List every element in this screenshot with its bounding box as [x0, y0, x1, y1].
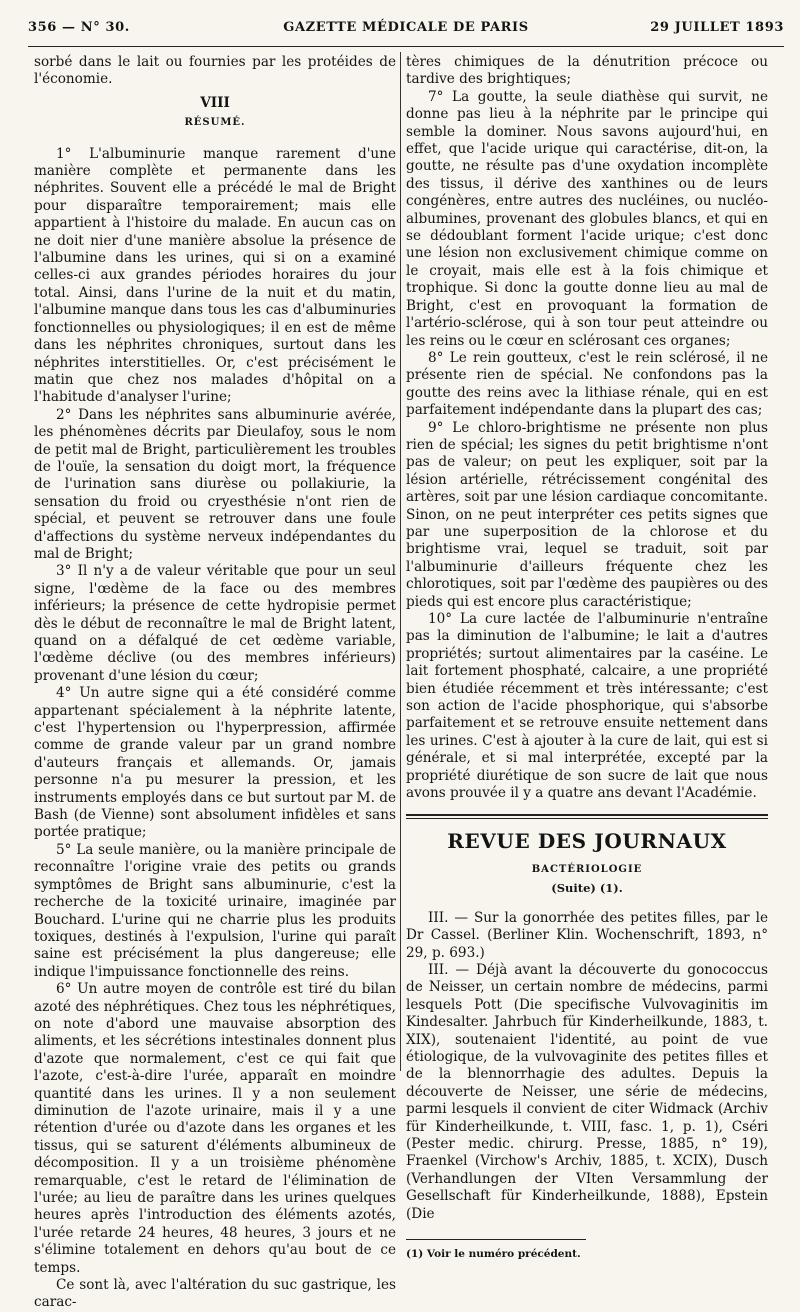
- summary-point-7: 7° La goutte, la seule diathèse qui survit, ne donne pas lieu à la néphrite par le principe qui semble la dominer. Nous savons aujourd'hui, en effet, que l'acide urique qui caractérise, dit-on, la goutte, ne résulte pas d'une oxydation incomplète des tissus, il dérive des xanthines ou de leurs congénères, entre autres des nucléines, ou nucléo-albumines, provenant des globules blancs, et qui en se dédoublant forment l'acide urique; c'est donc une lésion non exclusivement chimique comme on le croyait, mais elle est à la fois chimique et trophique. Si donc la goutte donne lieu au mal de Bright, c'est en provoquant la formation de l'artério-sclérose, qui à son tour peut atteindre ou les reins ou le cœur en sclérosant ces organes;: [406, 88, 768, 349]
- paragraph-continued: tères chimiques de la dénutrition précoce ou tardive des brightiques;: [406, 54, 768, 88]
- section-title: RÉSUMÉ.: [184, 117, 246, 129]
- issue-date: 29 JUILLET 1893: [650, 20, 784, 35]
- section-rule: [406, 814, 768, 816]
- running-header: [28, 20, 784, 42]
- page-number: 356 — N° 30.: [28, 20, 130, 35]
- article-body: III. — Déjà avant la découverte du gonococcus de Neisser, un certain nombre de médecins, parmi lesquels Pott (Die specifische Vulvovaginitis im Kindesalter. Jahrbuch für Kinderheilkunde, 1883, t. XIX), soutenaient l'identité, au point de vue étiologique, de la vulvovaginite des petites filles et de la blennorrhagie des adultes. Depuis la découverte de Neisser, une série de médecins, parmi lesquels il convient de citer Widmack (Archiv für Kinderheilkunde, t. VIII, fasc. 1, p. 1), Cséri (Pester medic. chirurg. Presse, 1885, n° 19), Fraenkel (Virchow's Archiv, 1885, t. XCIX), Dusch (Verhandlungen der VIten Versammlung der Gesellschaft für Kinderheilkunde, 1888), Epstein (Die: [406, 961, 768, 1222]
- summary-point-5: 5° La seule manière, ou la manière principale de reconnaître l'origine vraie des petits ou grands symptômes de Bright sans albuminurie, c'est la recherche de la toxicité urinaire, imaginée par Bouchard. L'urine qui ne charrie plus les produits toxiques, destinés à l'expulsion, l'urine qui paraît saine est précisément la plus dangereuse; elle indique l'impuissance fonctionnelle des reins.: [34, 841, 396, 980]
- summary-point-3: 3° Il n'y a de valeur véritable que pour un seul signe, l'œdème de la face ou des membres inférieurs; la présence de cette hydropisie permet dès le début de reconnaître le mal de Bright latent, quand on a défalqué de cet œdème variable, l'œdème déclive (ou des membres inférieurs) provenant d'une lésion du cœur;: [34, 563, 396, 684]
- summary-point-10: 10° La cure lactée de l'albuminurie n'entraîne pas la diminution de l'albumine; le lait a d'autres propriétés; surtout alimentaires par la caséine. Le lait fortement phosphaté, calcaire, a une propriété bien étudiée récemment et très intéressante; c'est son action de l'acide phosphorique, qui s'absorbe parfaitement et se retrouve ensuite nettement dans les urines. C'est à ajouter à la cure de lait, qui est si générale, et si mal interprétée, excepté par la propriété diurétique de son sucre de lait que nous avons prouvée il y a quatre ans devant l'Académie.: [406, 611, 768, 802]
- section-number: VIII: [200, 94, 230, 111]
- paragraph-continued: sorbé dans le lait ou fournies par les protéides de l'économie.: [34, 54, 396, 88]
- footnote-rule: [406, 1239, 586, 1240]
- revue-section: BACTÉRIOLOGIE: [531, 863, 643, 875]
- summary-point-8: 8° Le rein goutteux, c'est le rein sclérosé, il ne présente rien de spécial. Ne confondons pas la goutte des reins avec la lithiase rénale, qui en est parfaitement indépendante dans la plupart des cas;: [406, 349, 768, 419]
- paragraph-continues: Ce sont là, avec l'altération du suc gastrique, les carac-: [34, 1277, 396, 1311]
- section-rule-thin: [406, 818, 768, 819]
- header-rule: [28, 46, 784, 47]
- right-column: [406, 54, 768, 1260]
- summary-point-6: 6° Un autre moyen de contrôle est tiré du bilan azoté des néphrétiques. Chez tous les néphrétiques, on note d'abord une mauvaise absorption des aliments, et les sécrétions intestinales donnent plus d'azote que normalement, c'est ce qui fait que l'azote, c'est-à-dire l'urée, apparaît en moindre quantité dans les urines. Il y a non seulement diminution de l'azote urinaire, mais il y a une rétention d'urée ou d'azote dans les organes et les tissus, qui se saturent d'éléments albumineux de décomposition. Il y a un troisième phénomène remarquable, c'est le retard de l'élimination de l'urée; au lieu de paraître dans les urines quelques heures après l'introduction des éléments azotés, l'urée retarde 24 heures, 48 heures, 3 jours et ne s'élimine totalement en dehors qu'au bout de ce temps.: [34, 981, 396, 1276]
- footnote: (1) Voir le numéro précédent.: [406, 1248, 581, 1260]
- summary-point-9: 9° Le chloro-brightisme ne présente non plus rien de spécial; les signes du petit brightisme n'ont pas de valeur; on peut les expliquer, soit par la lésion artérielle, rétrécissement congénital des artères, soit par une lésion cardiaque concomitante. Sinon, on ne peut interpréter ces petits signes que par une superposition de la chlorose et du brightisme vrai, lequel se traduit, soit par l'albuminurie d'ailleurs fréquente chez les chlorotiques, soit par l'œdème des paupières ou des pieds qui est encore plus caractéristique;: [406, 419, 768, 610]
- revue-suite: (Suite) (1).: [551, 881, 623, 896]
- journal-title: GAZETTE MÉDICALE DE PARIS: [283, 20, 529, 35]
- summary-point-1: 1° L'albuminurie manque rarement d'une manière complète et permanente dans les néphrites. Souvent elle a précédé le mal de Bright pour disparaître temporairement; mais elle appartient à l'histoire du malade. En aucun cas on ne doit nier d'une manière absolue la présence de l'albumine dans les urines, qui si on a examiné celles-ci aux grandes périodes horaires du jour total. Ainsi, dans l'urine de la nuit et du matin, l'albumine manque dans tous les cas d'albuminuries fonctionnelles ou physiologiques; il en est de même dans les néphrites chroniques, surtout dans les néphrites interstitielles. Or, c'est précisément le matin que chez nos malades d'hôpital on a l'habitude d'analyser l'urine;: [34, 145, 396, 406]
- summary-point-4: 4° Un autre signe qui a été considéré comme appartenant spécialement à la néphrite latente, c'est l'hypertension ou l'hyperpression, affirmée comme de grande valeur par un grand nombre d'auteurs français et allemands. Or, jamais personne n'a pu mesurer la pression, et les instruments employés dans ce but surtout par M. de Bash (de Vienne) sont absolument infidèles et sans portée pratique;: [34, 685, 396, 841]
- left-column: [34, 54, 396, 1311]
- article-heading: III. — Sur la gonorrhée des petites filles, par le Dr Cassel. (Berliner Klin. Wochenschrift, 1893, n° 29, p. 693.): [406, 909, 768, 961]
- revue-title: REVUE DES JOURNAUX: [447, 829, 727, 854]
- summary-point-2: 2° Dans les néphrites sans albuminurie avérée, les phénomènes décrits par Dieulafoy, sous le nom de petit mal de Bright, particulièrement les troubles de l'ouïe, la sensation du doigt mort, la fréquence de l'urination sans diurèse ou pollakiurie, la sensation du froid ou cryesthésie n'ont rien de spécial, et peuvent se retrouver dans une foule d'affections du système nerveux indépendantes du mal de Bright;: [34, 406, 396, 562]
- column-divider: [400, 52, 401, 1071]
